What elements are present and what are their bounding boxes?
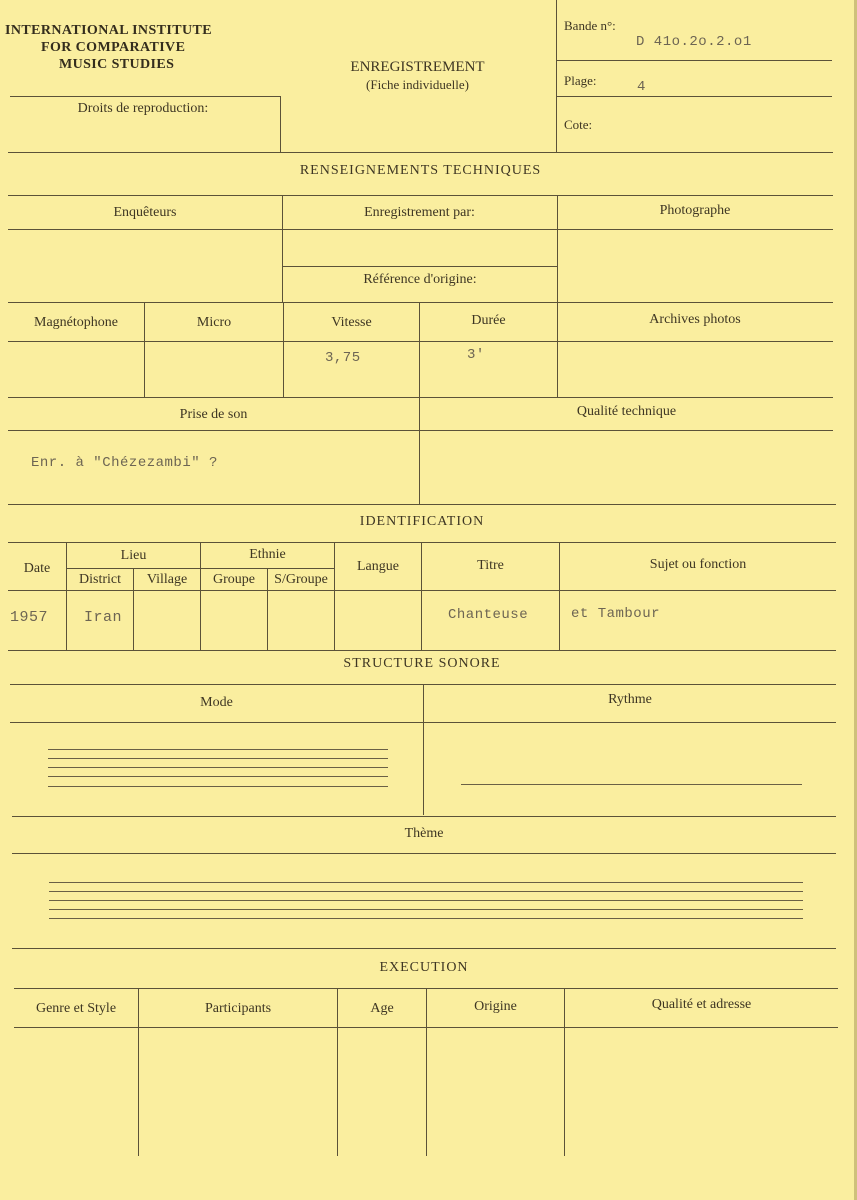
archives-photos-label: Archives photos [649,312,741,327]
duree-value[interactable]: 3' [467,347,485,363]
rythme-label: Rythme [608,692,652,707]
enregistrement-par-label: Enregistrement par: [364,205,475,220]
village-label: Village [146,572,188,587]
micro-label: Micro [196,315,232,330]
mode-staff-line [48,767,388,768]
theme-staff-line [49,882,803,883]
titre-value[interactable]: Chanteuse [448,607,529,623]
mode-label: Mode [200,695,233,710]
photographe-label: Photographe [659,203,731,218]
header-subtitle: (Fiche individuelle) [366,77,469,92]
section-renseignements-techniques: RENSEIGNEMENTS TECHNIQUES [299,163,542,178]
theme-staff-line [49,909,803,910]
vitesse-label: Vitesse [331,315,372,330]
sujet-fonction-label: Sujet ou fonction [649,557,747,572]
bande-value[interactable]: D 41o.2o.2.o1 [636,34,752,50]
reference-origine-label: Référence d'origine: [363,272,477,287]
sgroupe-label: S/Groupe [274,572,328,587]
qualite-technique-label: Qualité technique [576,404,677,419]
theme-label: Thème [404,826,444,841]
sujet-value[interactable]: et Tambour [571,606,661,622]
magnetophone-label: Magnétophone [34,315,118,330]
institute-line-3: MUSIC STUDIES [59,57,175,72]
duree-label: Durée [471,313,506,328]
rythme-line [461,784,802,785]
bande-label: Bande n°: [564,18,616,33]
mode-staff-line [48,776,388,777]
district-value[interactable]: Iran [84,609,123,626]
qualite-adresse-label: Qualité et adresse [651,997,752,1012]
ethnie-label: Ethnie [249,547,286,562]
section-identification: IDENTIFICATION [359,514,485,529]
header-title: ENREGISTREMENT [350,59,485,75]
prise-de-son-value[interactable]: Enr. à "Chézezambi" ? [31,455,218,471]
theme-staff-line [49,918,803,919]
enqueteurs-label: Enquêteurs [113,205,177,220]
cote-label: Cote: [564,117,593,132]
droits-label: Droits de reproduction: [77,101,209,116]
date-value[interactable]: 1957 [10,609,49,626]
vitesse-value[interactable]: 3,75 [325,350,361,366]
date-label: Date [23,561,51,576]
institute-line-1: INTERNATIONAL INSTITUTE [5,23,212,38]
section-execution: EXECUTION [379,960,469,975]
district-label: District [79,572,121,587]
participants-label: Participants [204,1001,272,1016]
plage-value[interactable]: 4 [637,79,646,95]
langue-label: Langue [357,559,399,574]
genre-style-label: Genre et Style [35,1001,117,1016]
mode-staff-line [48,786,388,787]
theme-staff-line [49,891,803,892]
origine-label: Origine [474,999,517,1014]
plage-label: Plage: [564,73,597,88]
mode-staff-line [48,749,388,750]
lieu-label: Lieu [120,548,147,563]
institute-line-2: FOR COMPARATIVE [41,40,186,55]
age-label: Age [370,1001,394,1016]
theme-staff-line [49,900,803,901]
mode-staff-line [48,758,388,759]
section-structure-sonore: STRUCTURE SONORE [343,656,501,671]
groupe-label: Groupe [213,572,255,587]
titre-label: Titre [477,558,504,573]
prise-de-son-label: Prise de son [179,407,248,422]
